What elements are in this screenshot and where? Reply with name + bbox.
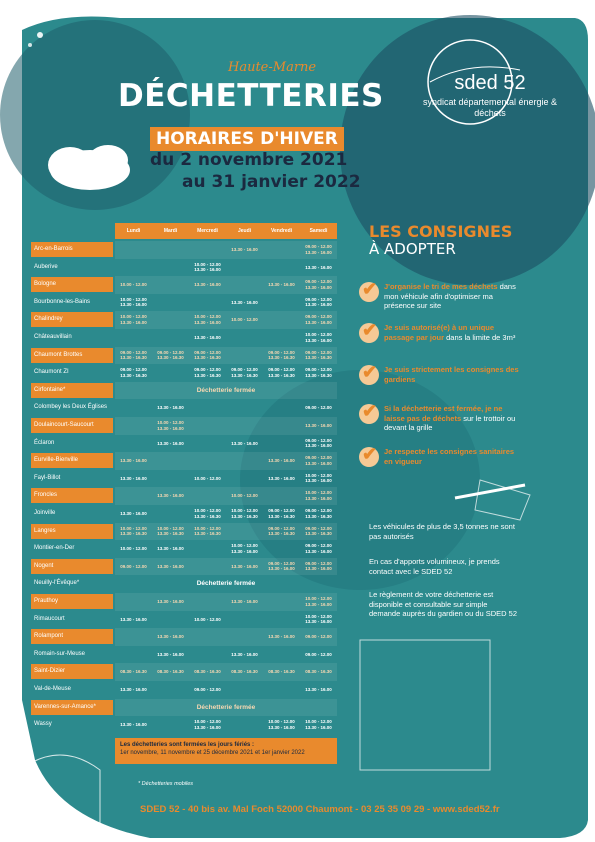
table-row <box>34 294 337 312</box>
hours-cell: 10.00 - 12.00 <box>194 616 221 622</box>
hours-cell: 13.30 - 16.00 <box>231 651 258 657</box>
hours-cell <box>226 452 263 470</box>
check-mark: ✔ <box>362 444 378 464</box>
hours-cell: 09.00 - 12.00 13.30 - 16.30 <box>120 367 147 378</box>
season-badge: HORAIRES D'HIVER <box>150 127 344 151</box>
hours-cell <box>115 329 152 347</box>
hours-cell: 09.00 - 12.00 <box>305 651 332 657</box>
hours-cell: 10.00 - 12.00 <box>231 493 258 499</box>
table-row <box>34 311 337 329</box>
day-header: Vendredi <box>270 228 293 234</box>
hours-cell <box>189 241 226 259</box>
hours-cell: 13.30 - 16.00 <box>231 599 258 604</box>
mobile-note: * Déchetteries mobiles <box>138 781 194 787</box>
hours-cell <box>263 259 300 277</box>
hours-cell <box>226 681 263 699</box>
hours-cell: 10.00 - 12.00 13.30 - 16.00 <box>305 490 332 501</box>
hours-cell: 10.00 - 12.00 13.30 - 16.30 <box>231 508 258 519</box>
hours-cell <box>152 470 189 488</box>
rule-text: dans la limite de 3m³ <box>444 332 516 342</box>
hours-cell: 13.30 - 16.00 <box>120 475 147 481</box>
hours-cell: 09.00 - 12.00 13.30 - 16.00 <box>305 296 332 308</box>
hours-cell <box>226 329 263 347</box>
table-row <box>34 646 337 664</box>
table-row <box>34 435 337 453</box>
hours-cell: 08.30 - 16.30 <box>194 669 221 675</box>
hours-cell: 13.30 - 16.00 <box>157 440 184 446</box>
table-row <box>34 241 337 259</box>
hours-cell <box>115 417 152 435</box>
hours-cell: 13.30 - 16.00 <box>231 299 258 305</box>
hours-cell <box>189 487 226 505</box>
hours-cell: 10.00 - 12.00 <box>120 282 147 288</box>
hours-cell: 08.30 - 16.30 <box>157 669 184 675</box>
center-name: Arc-en-Barrois <box>31 242 113 257</box>
check-mark: ✔ <box>362 362 378 382</box>
hours-cell: 08.30 - 16.30 <box>231 669 258 675</box>
table-row <box>34 593 337 611</box>
hours-cell: 09.00 - 12.00 13.30 - 16.30 <box>268 367 295 378</box>
hours-cell: 13.30 - 16.00 <box>194 335 221 340</box>
hours-cell: 13.30 - 16.00 <box>120 458 147 464</box>
center-name: Eurville-Bienville <box>31 453 113 468</box>
hours-cell: 09.00 - 12.00 13.30 - 16.00 <box>305 437 332 449</box>
table-row <box>34 259 337 277</box>
check-icon <box>359 279 379 302</box>
hours-cell <box>152 276 189 294</box>
hours-cell: 09.00 - 12.00 13.30 - 16.00 <box>305 279 332 290</box>
check-icon <box>359 401 379 424</box>
closure-dates: 1er novembre, 11 novembre et 25 décembre 2021 et 1er janvier 2022 <box>120 750 305 756</box>
check-icon <box>359 444 379 467</box>
hours-cell: 13.30 - 16.00 <box>194 282 221 288</box>
hours-cell: 09.00 - 12.00 <box>120 563 147 569</box>
center-name: Val-de-Meuse <box>34 686 71 692</box>
hours-cell: 13.30 - 16.00 <box>157 651 184 657</box>
hours-cell: 09.00 - 12.00 13.30 - 16.30 <box>194 349 221 361</box>
hours-cell <box>115 241 152 259</box>
hours-cell: 13.30 - 16.00 <box>305 687 332 692</box>
hours-cell: 09.00 - 12.00 13.30 - 16.30 <box>268 525 295 537</box>
hours-cell <box>226 628 263 646</box>
center-name: Auberive <box>34 263 58 270</box>
hours-cell: 09.00 - 12.00 13.30 - 16.00 <box>268 560 295 572</box>
hours-cell <box>263 241 300 259</box>
schedule-table <box>34 223 337 735</box>
hours-cell <box>152 716 189 734</box>
table-row <box>34 575 337 593</box>
hours-cell <box>226 276 263 294</box>
rule-bold: J'organise le tri de mes déchets <box>384 282 498 291</box>
rule-item <box>384 404 519 433</box>
rule-item <box>384 365 519 384</box>
logo-name: sded 52 <box>454 72 526 94</box>
closed-cell: Déchetterie fermée <box>196 386 256 394</box>
hours-cell: 10.00 - 12.00 13.30 - 16.00 <box>194 261 221 273</box>
hours-cell <box>189 399 226 417</box>
hours-cell <box>152 294 189 312</box>
hours-cell <box>115 646 152 664</box>
hours-cell: 13.30 - 16.00 <box>157 405 184 411</box>
hours-cell <box>226 716 263 734</box>
center-name: Rimaucourt <box>34 615 65 622</box>
hours-cell: 13.30 - 16.00 <box>157 599 184 604</box>
hours-cell <box>263 399 300 417</box>
closure-title: Les déchetteries sont fermées les jours fériés : <box>120 742 255 748</box>
hours-cell: 09.00 - 12.00 <box>194 687 221 692</box>
hours-cell: 10.00 - 12.00 13.30 - 16.00 <box>268 719 295 730</box>
hours-cell <box>189 294 226 312</box>
table-row <box>34 452 337 470</box>
day-header: Samedi <box>309 228 328 234</box>
center-name: Doulaincourt-Saucourt <box>31 418 113 433</box>
hours-cell: 13.30 - 16.00 <box>120 687 147 692</box>
hours-cell: 13.30 - 16.00 <box>157 563 184 569</box>
hours-cell: 10.00 - 12.00 13.30 - 16.30 <box>194 525 221 537</box>
hours-cell: 09.00 - 12.00 13.30 - 16.00 <box>305 543 332 554</box>
table-row <box>34 347 337 365</box>
hours-cell: 13.30 - 16.00 <box>120 511 147 516</box>
hours-cell <box>152 259 189 277</box>
hours-cell <box>263 540 300 558</box>
hours-cell: 10.00 - 12.00 13.30 - 16.00 <box>305 719 332 730</box>
center-name: Colombey les Deux Églises <box>34 404 108 411</box>
hours-cell: 13.30 - 16.00 <box>120 616 147 622</box>
day-header: Mardi <box>163 228 178 234</box>
hours-cell: 10.00 - 12.00 13.30 - 16.00 <box>120 314 147 325</box>
table-row <box>34 417 337 435</box>
hours-cell: 13.30 - 16.00 <box>231 440 258 446</box>
center-name: Joinville <box>34 510 56 516</box>
hours-cell: 10.00 - 12.00 13.30 - 16.00 <box>305 613 332 625</box>
rule-item <box>384 447 519 466</box>
hours-cell: 13.30 - 16.00 <box>268 282 295 288</box>
center-name: Romain-sur-Meuse <box>34 650 86 657</box>
check-icon <box>359 320 379 343</box>
table-row <box>34 540 337 558</box>
hours-cell: 08.30 - 16.30 <box>120 669 147 675</box>
hours-cell: 10.00 - 12.00 13.30 - 16.00 <box>231 543 258 554</box>
subtitle: Haute-Marne <box>228 60 317 75</box>
hours-cell <box>189 646 226 664</box>
hours-cell: 10.00 - 12.00 13.30 - 16.00 <box>305 332 332 343</box>
hours-cell: 08.30 - 16.30 <box>268 669 295 675</box>
hours-cell <box>115 399 152 417</box>
table-row <box>34 364 337 382</box>
center-name: Varennes-sur-Amance* <box>31 700 113 715</box>
hours-cell <box>263 311 300 329</box>
table-row <box>34 470 337 488</box>
closed-cell: Déchetterie fermée <box>196 580 256 588</box>
hours-cell: 13.30 - 16.00 <box>231 247 258 252</box>
hours-cell <box>263 329 300 347</box>
day-header: Jeudi <box>237 228 252 234</box>
hours-cell <box>152 505 189 523</box>
hours-cell <box>152 681 189 699</box>
consignes-subtitle: À ADOPTER <box>369 240 456 258</box>
center-name: Prauthoy <box>31 594 113 609</box>
hours-cell: 09.00 - 12.00 13.30 - 16.30 <box>231 367 258 378</box>
rule-bold: Je suis autorisé(e) à un unique passage par jour <box>384 323 495 342</box>
center-name: Wassy <box>34 721 52 728</box>
hours-cell: 09.00 - 12.00 13.30 - 16.30 <box>305 367 332 378</box>
hours-cell <box>263 681 300 699</box>
hours-cell <box>263 294 300 312</box>
info-note: Les véhicules de plus de 3,5 tonnes ne sont pas autorisés <box>369 522 515 541</box>
hours-cell <box>152 611 189 629</box>
table-row <box>34 663 337 681</box>
hours-cell <box>189 540 226 558</box>
center-name: Cirfontaine* <box>31 383 113 398</box>
table-row <box>34 699 337 717</box>
table-row <box>34 611 337 629</box>
table-row <box>34 681 337 699</box>
table-row <box>34 329 337 347</box>
hours-cell: 13.30 - 16.00 <box>305 423 332 428</box>
center-name: Chalindrey <box>31 312 113 327</box>
table-row <box>34 276 337 294</box>
rule-item <box>384 282 519 311</box>
hours-cell: 13.30 - 16.00 <box>157 493 184 499</box>
hours-cell <box>226 347 263 365</box>
footer-contact: SDED 52 - 40 bis av. Mal Foch 52000 Chaumont - 03 25 35 09 29 - www.sded52.fr <box>140 804 500 815</box>
rule-bold: Si la déchetterie est fermée, je ne laisse pas de déchets <box>384 404 503 423</box>
hours-cell: 10.00 - 12.00 <box>194 475 221 481</box>
table-row <box>34 558 337 576</box>
hours-cell <box>189 558 226 576</box>
hours-cell <box>115 628 152 646</box>
hours-cell: 10.00 - 12.00 13.30 - 16.00 <box>194 314 221 325</box>
day-header: Lundi <box>126 228 141 234</box>
center-name: Saint-Dizier <box>31 664 113 679</box>
check-mark: ✔ <box>362 401 378 421</box>
closed-cell: Déchetterie fermée <box>196 703 256 711</box>
logo-tagline: syndicat départemental énergie & déchets <box>422 97 558 118</box>
hours-cell: 13.30 - 16.00 <box>120 722 147 728</box>
hours-cell: 09.00 - 12.00 13.30 - 16.30 <box>120 349 147 361</box>
hours-cell <box>226 470 263 488</box>
rule-text: sur le trottoir ou devant la grille <box>384 413 516 432</box>
hours-cell: 09.00 - 12.00 13.30 - 16.30 <box>157 349 184 361</box>
check-icon <box>359 362 379 385</box>
hours-cell <box>189 593 226 611</box>
hours-cell <box>263 646 300 664</box>
hours-cell <box>189 417 226 435</box>
hours-cell: 13.30 - 16.00 <box>268 458 295 464</box>
hours-cell <box>226 399 263 417</box>
hours-cell: 10.00 - 12.00 13.30 - 16.00 <box>120 296 147 308</box>
table-row <box>34 487 337 505</box>
date-to: au 31 janvier 2022 <box>182 172 361 192</box>
hours-cell: 09.00 - 12.00 13.30 - 16.30 <box>268 508 295 519</box>
rule-text: dans mon véhicule afin d'optimiser ma présence sur site <box>384 282 516 310</box>
table-row <box>34 399 337 417</box>
hours-cell: 09.00 - 12.00 13.30 - 16.30 <box>305 525 332 537</box>
rule-bold: Je respecte les consignes sanitaires en vigueur <box>384 447 515 466</box>
hours-cell: 09.00 - 12.00 <box>305 634 332 640</box>
info-note: Le règlement de votre déchetterie est disponible et consultable sur simple demande auprès du gardien ou du SDED 52 <box>369 590 518 618</box>
hours-cell <box>189 628 226 646</box>
hours-cell: 13.30 - 16.00 <box>231 563 258 569</box>
center-name: Montier-en-Der <box>34 545 75 552</box>
hours-cell: 10.00 - 12.00 13.30 - 16.30 <box>157 525 184 537</box>
hours-cell: 13.30 - 16.00 <box>305 264 332 270</box>
info-note: En cas d'apports volumineux, je prends contact avec le SDED 52 <box>369 557 500 576</box>
hours-cell: 09.00 - 12.00 13.30 - 16.00 <box>305 244 332 255</box>
table-row <box>34 382 337 400</box>
hours-cell: 10.00 - 12.00 13.30 - 16.00 <box>157 420 184 431</box>
center-name: Chaumont ZI <box>34 369 69 376</box>
hours-cell: 10.00 - 12.00 13.30 - 16.00 <box>194 719 221 730</box>
table-row <box>34 628 337 646</box>
hours-cell <box>152 311 189 329</box>
hours-cell: 13.30 - 16.00 <box>268 634 295 640</box>
hours-cell <box>115 593 152 611</box>
hours-cell: 10.00 - 12.00 13.30 - 16.30 <box>194 508 221 519</box>
hours-cell: 09.00 - 12.00 13.30 - 16.00 <box>305 455 332 466</box>
hours-cell: 13.30 - 16.00 <box>157 546 184 552</box>
hours-cell: 13.30 - 16.00 <box>268 475 295 481</box>
hours-cell: 09.00 - 12.00 13.30 - 16.30 <box>305 508 332 519</box>
rule-item <box>384 323 519 342</box>
hours-cell <box>152 364 189 382</box>
center-name: Nogent <box>31 559 113 574</box>
center-name: Châteauvillain <box>34 334 72 340</box>
hours-cell: 13.30 - 16.00 <box>157 634 184 640</box>
table-row <box>34 716 337 734</box>
center-name: Bourbonne-les-Bains <box>34 298 91 305</box>
rule-bold: Je suis strictement les consignes des gardiens <box>384 365 519 384</box>
hours-cell: 09.00 - 12.00 13.30 - 16.30 <box>194 367 221 378</box>
center-name: Chaumont Brottes <box>31 348 113 363</box>
consignes-title: LES CONSIGNES <box>369 222 513 241</box>
hours-cell: 09.00 - 12.00 <box>305 405 332 411</box>
hours-cell <box>189 435 226 453</box>
table-row <box>34 505 337 523</box>
center-name: Fayl-Billot <box>34 474 61 481</box>
hours-cell <box>226 611 263 629</box>
hours-cell: 10.00 - 12.00 <box>231 317 258 323</box>
hours-cell <box>115 259 152 277</box>
page-title: DÉCHETTERIES <box>118 78 384 114</box>
hours-cell <box>263 417 300 435</box>
hours-cell: 10.00 - 12.00 13.30 - 16.00 <box>305 472 332 484</box>
hours-cell <box>115 435 152 453</box>
hours-cell: 08.30 - 16.30 <box>305 669 332 675</box>
hours-cell <box>189 452 226 470</box>
hours-cell <box>263 611 300 629</box>
hours-cell: 10.00 - 12.00 13.30 - 16.30 <box>120 525 147 537</box>
hours-cell: 10.00 - 12.00 <box>120 546 147 552</box>
day-header: Mercredi <box>197 228 218 234</box>
hours-cell: 09.00 - 12.00 13.30 - 16.30 <box>305 349 332 361</box>
hours-cell <box>152 452 189 470</box>
closure-notice <box>115 738 337 764</box>
hours-cell <box>226 259 263 277</box>
hours-cell <box>226 417 263 435</box>
center-name: Bologne <box>31 277 113 292</box>
check-mark: ✔ <box>362 320 378 340</box>
center-name: Froncles <box>31 488 113 503</box>
hours-cell <box>263 435 300 453</box>
hours-cell: 10.00 - 12.00 13.30 - 16.00 <box>305 596 332 607</box>
center-name: Rolampont <box>31 629 113 644</box>
hours-cell: 09.00 - 12.00 13.30 - 16.30 <box>268 349 295 361</box>
center-name: Langres <box>31 524 113 539</box>
date-from: du 2 novembre 2021 <box>150 150 348 170</box>
check-mark: ✔ <box>362 279 378 299</box>
hours-cell: 09.00 - 12.00 13.30 - 16.00 <box>305 560 332 572</box>
hours-cell <box>115 487 152 505</box>
hours-cell <box>152 329 189 347</box>
hours-cell <box>226 523 263 541</box>
table-row <box>34 523 337 541</box>
center-name: Neuilly-l'Évêque* <box>34 580 80 587</box>
hours-cell <box>263 487 300 505</box>
hours-cell: 09.00 - 12.00 13.30 - 16.00 <box>305 314 332 325</box>
center-name: Éclaron <box>34 439 55 446</box>
hours-cell <box>263 593 300 611</box>
hours-cell <box>152 241 189 259</box>
